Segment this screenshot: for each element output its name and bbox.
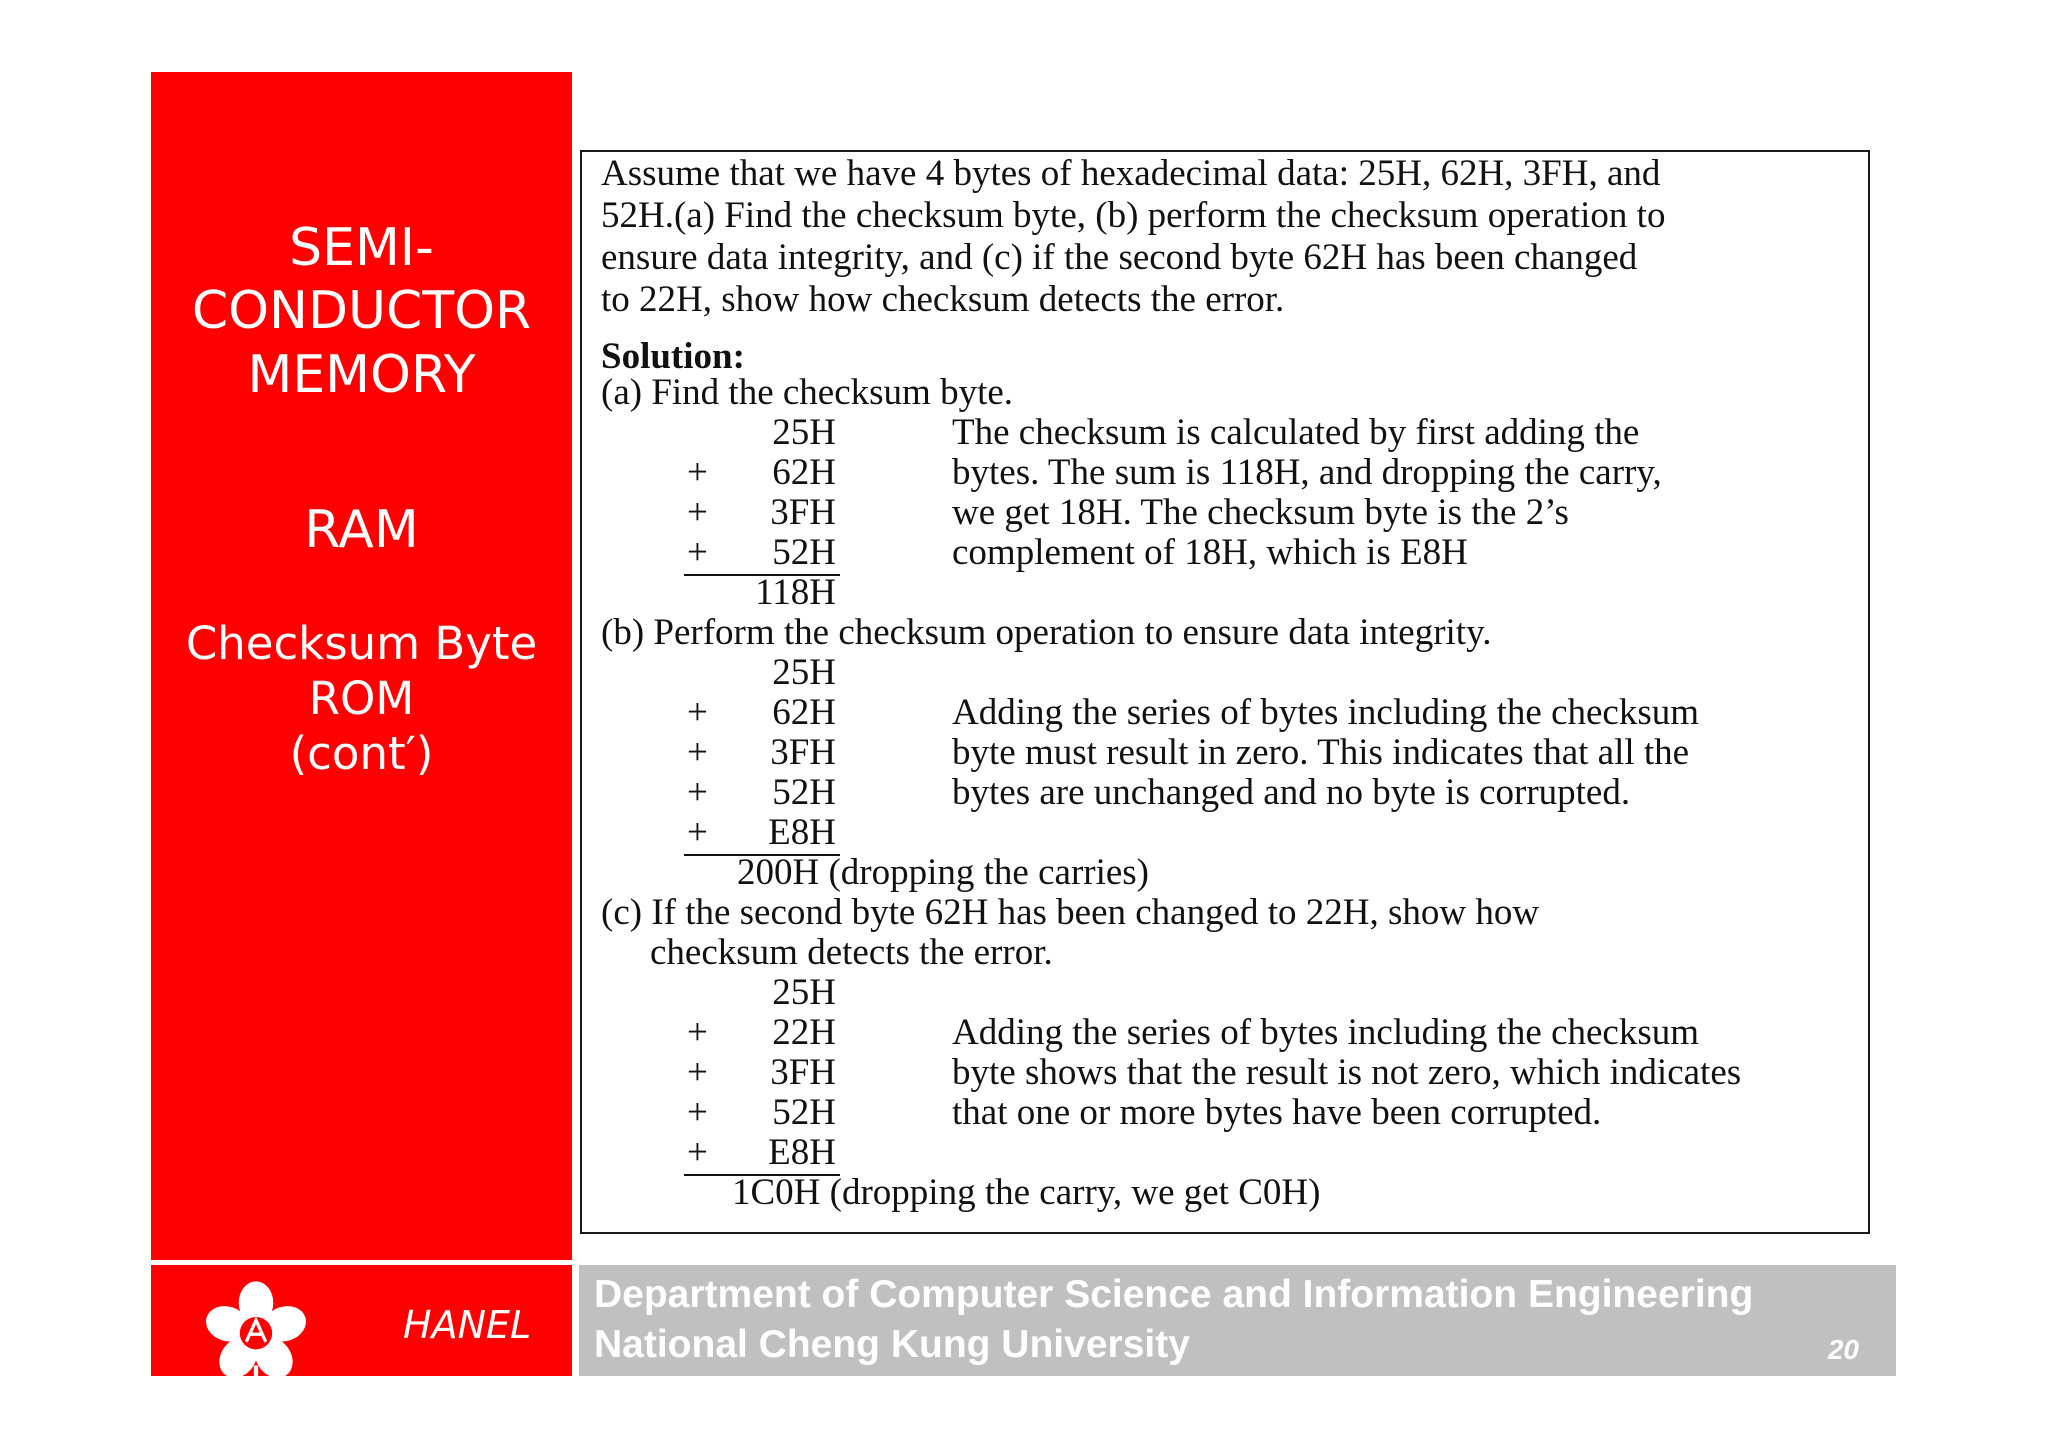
part-c-explanation: byte shows that the result is not zero, which indicates [952, 1052, 1742, 1093]
part-a-heading: (a) Find the checksum byte. [601, 372, 1014, 413]
author-label: HANEL [403, 1303, 532, 1347]
part-a-explanation: The checksum is calculated by first adding the [952, 412, 1640, 453]
university-name: National Cheng Kung University [594, 1323, 1190, 1366]
part-b-explanation: bytes are unchanged and no byte is corrupted. [952, 772, 1631, 813]
part-c-result: 1C0H (dropping the carry, we get C0H) [732, 1172, 1321, 1213]
part-b-result: 200H (dropping the carries) [737, 852, 1150, 893]
section-subtitle: RAM [304, 500, 419, 560]
part-c-explanation: Adding the series of bytes including the checksum [952, 1012, 1700, 1053]
problem-line: ensure data integrity, and (c) if the second byte 62H has been changed [601, 237, 1638, 278]
footer-right [579, 1265, 1896, 1376]
problem-line: to 22H, show how checksum detects the error. [601, 279, 1285, 320]
content-box: Assume that we have 4 bytes of hexadecimal data: 25H, 62H, 3FH, and 52H.(a) Find the checksum byte, (b) perform the checksum operation to ensure data integrity, and (c) if the second byte 62H has been changed to 22H, show how checksum detects the error. Solution: (a) Find the checksum byte. 25H + 62H + 3FH + 52H 118H The checksum is calculated by first adding the bytes. The sum is 118H, and dropping the carry, we get 18H. The checksum byte is the 2’s complement of 18H, which is E8H (b) Perform the checksum operation to ensure data integrity. 25H + 62H + 3FH + 52H + E8H 200H (dropping the carries) Adding the series of bytes including the checksum byte must result in zero. This indicates that all the bytes are unchanged and no byte is corrupted. (c) If the second byte 62H has been changed to 22H, show how checksum detects the error. 25H + 22H + 3FH + 52H + E8H 1C0H (dropping the carry, we get C0H) Adding the series of bytes including the checksum byte shows that the result is not zero, which indicates that one or more bytes have been corrupted. [580, 150, 1870, 1234]
part-b-explanation: byte must result in zero. This indicates that all the [952, 732, 1690, 773]
solution-label: Solution: [601, 336, 745, 377]
part-c-explanation: that one or more bytes have been corrupted. [952, 1092, 1602, 1133]
section-title: SEMI- CONDUCTOR MEMORY [191, 218, 532, 405]
part-a-explanation: complement of 18H, which is E8H [952, 532, 1468, 573]
part-b-heading: (b) Perform the checksum operation to ensure data integrity. [601, 612, 1492, 653]
part-b-explanation: Adding the series of bytes including the checksum [952, 692, 1700, 733]
part-c-heading: (c) If the second byte 62H has been changed to 22H, show how [601, 892, 1540, 933]
department-name: Department of Computer Science and Information Engineering [594, 1273, 1754, 1316]
part-a-explanation: bytes. The sum is 118H, and dropping the carry, [952, 452, 1662, 493]
part-c-heading: checksum detects the error. [650, 932, 1053, 973]
ncku-emblem-icon [202, 1277, 310, 1385]
section-topic: Checksum Byte ROM (cont′) [185, 617, 538, 780]
problem-line: Assume that we have 4 bytes of hexadecimal data: 25H, 62H, 3FH, and [601, 153, 1661, 194]
problem-line: 52H.(a) Find the checksum byte, (b) perform the checksum operation to [601, 195, 1666, 236]
page-number: 20 [1827, 1334, 1859, 1365]
sidebar-panel [151, 72, 572, 1260]
footer-left [151, 1265, 572, 1376]
part-a-explanation: we get 18H. The checksum byte is the 2’s [952, 492, 1569, 533]
